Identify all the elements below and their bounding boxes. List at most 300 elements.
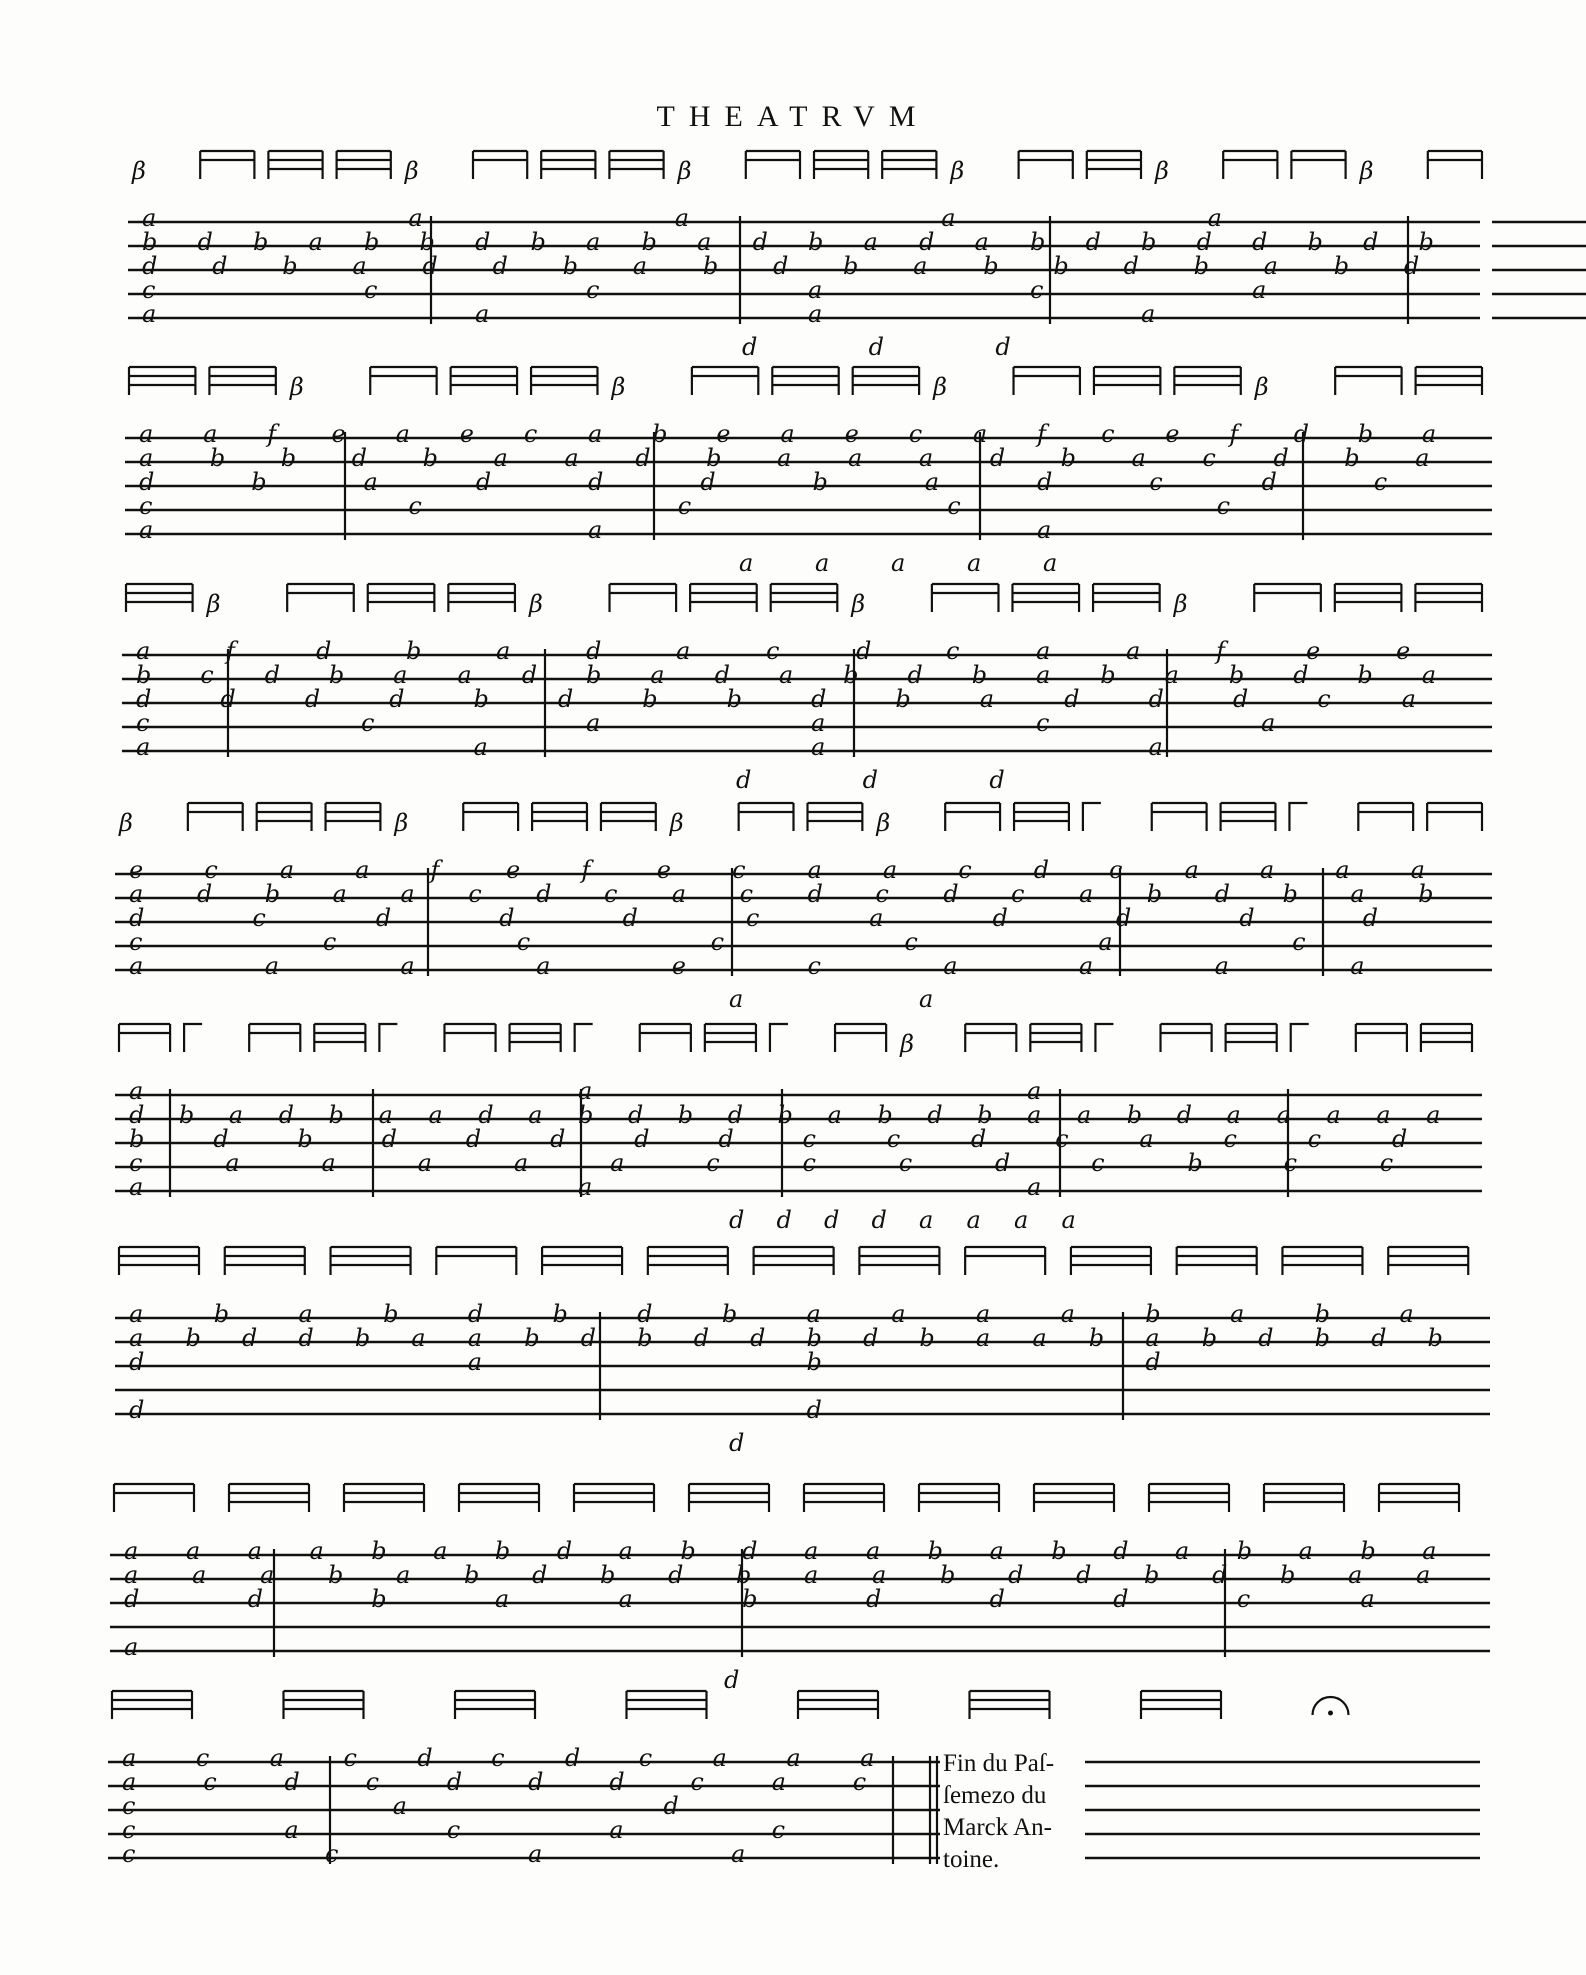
tab-letter: b	[806, 1324, 822, 1352]
tab-letter: a	[972, 420, 988, 448]
tab-letter: b	[406, 637, 422, 665]
tab-letter: d	[220, 685, 236, 713]
tab-letter: a	[396, 1561, 411, 1589]
rhythm-sign: β	[677, 157, 692, 185]
tab-letter: a	[392, 1792, 407, 1820]
tab-letter: d	[943, 880, 959, 908]
tab-letter: b	[680, 1537, 696, 1565]
tab-letter: a	[1226, 1101, 1241, 1129]
tab-letter: a	[610, 1149, 625, 1177]
tab-letter: b	[642, 685, 658, 713]
rhythm-sign: β	[1173, 590, 1188, 618]
rhythm-sign: β	[950, 157, 965, 185]
tab-letter: b	[213, 1300, 230, 1328]
tab-letter: b	[812, 468, 828, 496]
tab-letter: c	[875, 880, 889, 908]
tab-letter: e	[331, 420, 346, 448]
tab-letter: a	[588, 420, 603, 448]
rhythm-sign: β	[933, 373, 947, 401]
tab-letter: a	[378, 1101, 393, 1129]
tab-letter: a	[493, 444, 508, 472]
tab-letter: a	[1214, 952, 1229, 980]
tab-letter: d	[284, 1768, 300, 1796]
tab-letter: a	[1148, 733, 1163, 761]
tab-letter: b	[726, 685, 742, 713]
bass-letter: d	[871, 1206, 887, 1234]
tab-letter: a	[1229, 1300, 1245, 1328]
tab-letter: d	[1362, 904, 1379, 932]
colophon-line-3: Marck An-	[943, 1814, 1052, 1841]
tab-letter: d	[637, 1300, 653, 1328]
tab-letter: d	[1085, 228, 1101, 256]
tab-letter: d	[492, 252, 508, 280]
tab-letter: c	[1317, 685, 1331, 713]
tab-letter: d	[129, 1396, 145, 1424]
tab-letter: b	[251, 468, 267, 496]
tab-letter: d	[1371, 1324, 1387, 1352]
tab-letter: b	[178, 1101, 195, 1129]
tab-letter: c	[195, 1744, 210, 1772]
tab-letter: d	[446, 1768, 463, 1796]
tab-letter: b	[806, 1348, 822, 1376]
tab-letter: a	[203, 420, 218, 448]
tab-letter: d	[1363, 228, 1379, 256]
tab-letter: a	[807, 856, 822, 884]
tab-letter: e	[1396, 637, 1411, 665]
tab-letter: d	[528, 1768, 544, 1796]
tab-letter: b	[652, 420, 668, 448]
tab-letter: b	[578, 1101, 594, 1129]
tab-letter: a	[269, 1744, 284, 1772]
tab-letter: d	[727, 1101, 744, 1129]
tab-letter: a	[352, 252, 367, 280]
bass-letter: a	[967, 549, 982, 577]
tab-letter: d	[139, 468, 155, 496]
tab-letter: d	[1008, 1561, 1024, 1589]
tab-letter: d	[907, 661, 923, 689]
tab-letter: a	[650, 661, 665, 689]
tab-letter: a	[882, 856, 898, 884]
tab-letter: c	[136, 709, 150, 737]
bass-letter: d	[736, 766, 752, 794]
tab-letter: a	[308, 228, 323, 256]
tab-letter: e	[129, 856, 144, 884]
tab-letter: a	[1259, 856, 1275, 884]
tab-letter: d	[478, 1101, 494, 1129]
tab-letter: c	[732, 856, 746, 884]
tab-letter: a	[1027, 1173, 1042, 1201]
tab-letter: a	[124, 1537, 139, 1565]
tab-letter: a	[1276, 1101, 1291, 1129]
rhythm-sign: β	[611, 373, 626, 401]
tab-letter: b	[328, 1101, 344, 1129]
tab-letter: d	[1212, 1561, 1228, 1589]
tab-letter: b	[843, 252, 859, 280]
tab-letter: a	[618, 1537, 633, 1565]
bass-letter: d	[824, 1206, 840, 1234]
tab-letter: a	[457, 661, 472, 689]
tab-letter: d	[635, 444, 651, 472]
tab-letter: b	[940, 1561, 956, 1589]
tab-letter: a	[129, 1300, 144, 1328]
tab-letter: b	[1427, 1324, 1443, 1352]
tab-letter: c	[1216, 492, 1231, 520]
tab-letter: a	[564, 444, 579, 472]
tab-letter: b	[524, 1324, 540, 1352]
bass-letter: d	[995, 333, 1011, 361]
tab-letter: f	[581, 856, 591, 884]
tab-letter: d	[1273, 444, 1289, 472]
tab-letter: d	[1064, 685, 1080, 713]
tab-letter: c	[1236, 1585, 1251, 1613]
tab-letter: b	[1357, 661, 1373, 689]
tab-letter: a	[676, 637, 691, 665]
tab-letter: b	[1282, 880, 1298, 908]
tab-letter: b	[371, 1537, 387, 1565]
tab-letter: b	[1360, 1537, 1376, 1565]
rhythm-flag	[1095, 1024, 1113, 1052]
rhythm-sign: β	[132, 157, 146, 185]
tab-letter: d	[862, 1324, 879, 1352]
tab-letter: a	[1421, 420, 1437, 448]
tab-letter: a	[467, 1324, 483, 1352]
tab-letter: c	[710, 928, 725, 956]
tab-letter: d	[1403, 252, 1420, 280]
tab-letter: b	[562, 252, 579, 280]
tab-letter: d	[919, 228, 935, 256]
tab-letter: c	[904, 928, 918, 956]
tab-letter: a	[298, 1300, 313, 1328]
tab-letter: a	[1421, 661, 1437, 689]
tab-letter: c	[343, 1744, 357, 1772]
tab-letter: c	[958, 856, 972, 884]
tab-letter: a	[913, 252, 928, 280]
rhythm-flag	[1291, 1024, 1309, 1052]
tab-letter: d	[588, 468, 604, 496]
bass-letter: a	[891, 549, 906, 577]
rhythm-sign: β	[1155, 157, 1169, 185]
tab-letter: a	[808, 276, 823, 304]
tab-letter: a	[192, 1561, 207, 1589]
tab-letter: c	[142, 276, 156, 304]
rhythm-flag	[1289, 803, 1307, 831]
tab-letter: a	[400, 952, 415, 980]
bass-letter: a	[966, 1206, 981, 1234]
tab-letter: d	[564, 1744, 581, 1772]
tab-letter: c	[745, 904, 760, 932]
bass-letter: a	[729, 985, 744, 1013]
tab-letter: c	[1292, 928, 1306, 956]
tab-letter: a	[588, 516, 603, 544]
bass-letter: a	[1061, 1206, 1076, 1234]
tab-letter: a	[139, 516, 154, 544]
tab-letter: b	[422, 444, 438, 472]
tab-letter: a	[674, 204, 690, 232]
tab-letter: d	[668, 1561, 684, 1589]
rhythm-sign: β	[119, 809, 133, 837]
tab-letter: a	[142, 204, 157, 232]
tab-letter: c	[491, 1744, 505, 1772]
tab-letter: a	[975, 1324, 991, 1352]
tab-letter: c	[947, 492, 961, 520]
tab-letter: c	[807, 952, 821, 980]
tab-letter: d	[622, 904, 638, 932]
tab-letter: d	[375, 904, 392, 932]
tab-letter: c	[122, 1792, 136, 1820]
tab-letter: a	[811, 709, 826, 737]
tab-letter: b	[1280, 1561, 1296, 1589]
tab-letter: b	[702, 252, 719, 280]
tab-letter: a	[139, 444, 154, 472]
tab-letter: d	[129, 904, 145, 932]
tab-letter: d	[580, 1324, 597, 1352]
tab-letter: b	[328, 661, 345, 689]
tab-letter: a	[697, 228, 712, 256]
tab-letter: d	[807, 880, 823, 908]
tab-letter: d	[586, 637, 602, 665]
tab-letter: a	[475, 300, 490, 328]
tab-letter: c	[771, 1816, 786, 1844]
tab-letter: d	[970, 1125, 987, 1153]
tab-letter: c	[802, 1125, 816, 1153]
tab-letter: a	[1207, 204, 1222, 232]
tab-letter: a	[609, 1816, 624, 1844]
tab-letter: b	[464, 1561, 480, 1589]
tab-letter: a	[1036, 637, 1051, 665]
tab-letter: d	[718, 1125, 734, 1153]
tab-letter: b	[742, 1585, 758, 1613]
tab-letter: d	[806, 1396, 822, 1424]
tab-letter: a	[632, 252, 648, 280]
tab-letter: c	[139, 492, 153, 520]
tab-letter: c	[690, 1768, 704, 1796]
tab-letter: a	[513, 1149, 529, 1177]
tab-letter: d	[1196, 228, 1212, 256]
tab-letter: d	[989, 444, 1006, 472]
tab-letter: a	[1037, 516, 1052, 544]
tab-letter: b	[983, 252, 999, 280]
tab-letter: b	[185, 1324, 201, 1352]
tab-letter: a	[1174, 1537, 1190, 1565]
tab-letter: d	[994, 1149, 1011, 1177]
tab-letter: a	[129, 1324, 144, 1352]
rhythm-sign: β	[404, 157, 419, 185]
tab-letter: b	[209, 444, 226, 472]
tab-letter: a	[417, 1149, 432, 1177]
tab-letter: a	[408, 204, 423, 232]
tab-letter: a	[578, 1077, 593, 1105]
bass-letter: d	[776, 1206, 792, 1234]
tab-letter: d	[298, 1324, 314, 1352]
tab-letter: a	[1078, 952, 1094, 980]
tab-letter: c	[408, 492, 422, 520]
tab-letter: a	[428, 1101, 443, 1129]
tab-letter: a	[712, 1744, 727, 1772]
tab-letter: a	[185, 1537, 201, 1565]
tab-letter: a	[827, 1101, 842, 1129]
tab-letter: a	[309, 1537, 324, 1565]
tab-letter: a	[129, 880, 144, 908]
tab-letter: a	[228, 1101, 244, 1129]
bass-letter: d	[989, 766, 1005, 794]
tab-letter: c	[1307, 1125, 1322, 1153]
tab-letter: a	[467, 1348, 483, 1376]
tab-letter: d	[212, 252, 228, 280]
tab-letter: d	[1258, 1324, 1274, 1352]
tab-letter: b	[736, 1561, 752, 1589]
tab-letter: c	[946, 637, 960, 665]
tab-letter: a	[1060, 1300, 1075, 1328]
tab-letter: d	[475, 468, 492, 496]
tab-letter: c	[1011, 880, 1025, 908]
tab-letter: c	[603, 880, 618, 908]
tab-letter: b	[1418, 880, 1434, 908]
tab-letter: a	[979, 685, 995, 713]
tab-letter: a	[1261, 709, 1276, 737]
tab-letter: c	[1149, 468, 1163, 496]
tab-letter: a	[1415, 444, 1430, 472]
tab-letter: b	[586, 661, 602, 689]
tab-letter: c	[586, 276, 600, 304]
tab-letter: b	[1144, 1561, 1160, 1589]
tab-letter: d	[1176, 1101, 1193, 1129]
tab-letter: d	[241, 1324, 258, 1352]
tab-letter: e	[716, 420, 731, 448]
bass-letter: a	[919, 1206, 934, 1234]
tab-letter: b	[1145, 1300, 1161, 1328]
tab-letter: c	[1373, 468, 1388, 496]
tab-letter: a	[363, 468, 378, 496]
tab-letter: d	[750, 1324, 766, 1352]
tab-letter: d	[663, 1792, 679, 1820]
tab-letter: b	[877, 1101, 893, 1129]
tab-letter: c	[677, 492, 692, 520]
tab-letter: a	[129, 1173, 144, 1201]
tab-letter: a	[264, 952, 280, 980]
rhythm-sign: β	[394, 809, 409, 837]
tab-letter: c	[739, 880, 754, 908]
tab-letter: d	[1037, 468, 1053, 496]
tab-letter: b	[843, 661, 859, 689]
tab-letter: a	[124, 1633, 139, 1661]
tab-letter: a	[1422, 1537, 1437, 1565]
tab-letter: d	[521, 661, 538, 689]
tab-letter: a	[136, 733, 151, 761]
tab-letter: a	[247, 1537, 262, 1565]
tab-letter: a	[860, 1744, 875, 1772]
rhythm-flag	[575, 1024, 593, 1052]
tab-letter: d	[693, 1324, 709, 1352]
tab-letter: a	[1401, 685, 1416, 713]
tab-letter: d	[714, 661, 730, 689]
bass-letter: d	[742, 333, 758, 361]
tab-letter: c	[204, 856, 218, 884]
tab-letter: d	[264, 661, 280, 689]
tab-letter: b	[1088, 1324, 1105, 1352]
tab-letter: b	[328, 1561, 344, 1589]
tab-letter: a	[1184, 856, 1199, 884]
tab-letter: d	[532, 1561, 548, 1589]
tab-letter: b	[136, 661, 152, 689]
tab-letter: a	[1131, 444, 1146, 472]
tab-letter: b	[371, 1585, 387, 1613]
tab-letter: d	[634, 1125, 650, 1153]
tab-letter: a	[1164, 661, 1179, 689]
tab-letter: c	[706, 1149, 720, 1177]
tab-letter: a	[1348, 1561, 1363, 1589]
tab-letter: a	[863, 228, 878, 256]
tab-letter: d	[627, 1101, 644, 1129]
tab-letter: d	[772, 252, 789, 280]
tab-letter: a	[1376, 1101, 1391, 1129]
rhythm-flag	[770, 1024, 788, 1052]
bass-letter: d	[729, 1206, 745, 1234]
tab-letter: a	[777, 444, 792, 472]
tab-letter: d	[142, 252, 158, 280]
tab-letter: a	[731, 1840, 746, 1868]
tab-letter: a	[1263, 252, 1278, 280]
bass-letter: d	[724, 1666, 740, 1694]
tab-letter: a	[1416, 1561, 1431, 1589]
tab-letter: c	[122, 1816, 136, 1844]
tab-letter: a	[847, 444, 863, 472]
tab-letter: c	[908, 420, 923, 448]
tab-letter: b	[919, 1324, 935, 1352]
tab-letter: a	[1426, 1101, 1441, 1129]
tab-letter: a	[780, 420, 795, 448]
tab-letter: d	[465, 1125, 482, 1153]
tab-letter: c	[1036, 709, 1050, 737]
tab-letter: c	[523, 420, 538, 448]
tab-letter: a	[918, 444, 934, 472]
tab-letter: c	[638, 1744, 653, 1772]
tab-letter: d	[1214, 880, 1230, 908]
rhythm-sign: β	[876, 809, 891, 837]
tab-letter: c	[1101, 420, 1115, 448]
tab-letter: d	[1115, 904, 1132, 932]
tab-letter: b	[419, 228, 435, 256]
tab-letter: a	[1145, 1324, 1160, 1352]
tab-letter: a	[1298, 1537, 1313, 1565]
tab-letter: a	[496, 637, 511, 665]
tab-letter: a	[1027, 1077, 1042, 1105]
tab-letter: d	[1076, 1561, 1092, 1589]
tab-letter: c	[365, 1768, 380, 1796]
tab-letter: a	[943, 952, 958, 980]
tab-letter: c	[200, 661, 214, 689]
tab-letter: d	[1252, 228, 1268, 256]
tab-letter: d	[417, 1744, 433, 1772]
tab-letter: d	[752, 228, 768, 256]
tab-letter: a	[786, 1744, 801, 1772]
bass-letter: a	[1043, 549, 1058, 577]
tab-letter: d	[1145, 1348, 1161, 1376]
tab-letter: d	[304, 685, 321, 713]
tab-letter: a	[411, 1324, 426, 1352]
tab-letter: d	[556, 1537, 573, 1565]
tab-letter: d	[381, 1125, 397, 1153]
rhythm-flag	[1083, 803, 1101, 831]
tab-letter: c	[322, 928, 337, 956]
tab-letter: a	[139, 420, 154, 448]
tab-letter: d	[1293, 661, 1309, 689]
tab-letter: a	[586, 709, 601, 737]
tab-letter: c	[252, 904, 266, 932]
tab-letter: e	[1306, 637, 1321, 665]
tab-letter: d	[609, 1768, 625, 1796]
tab-letter: a	[671, 880, 687, 908]
tab-letter: b	[1187, 1149, 1203, 1177]
